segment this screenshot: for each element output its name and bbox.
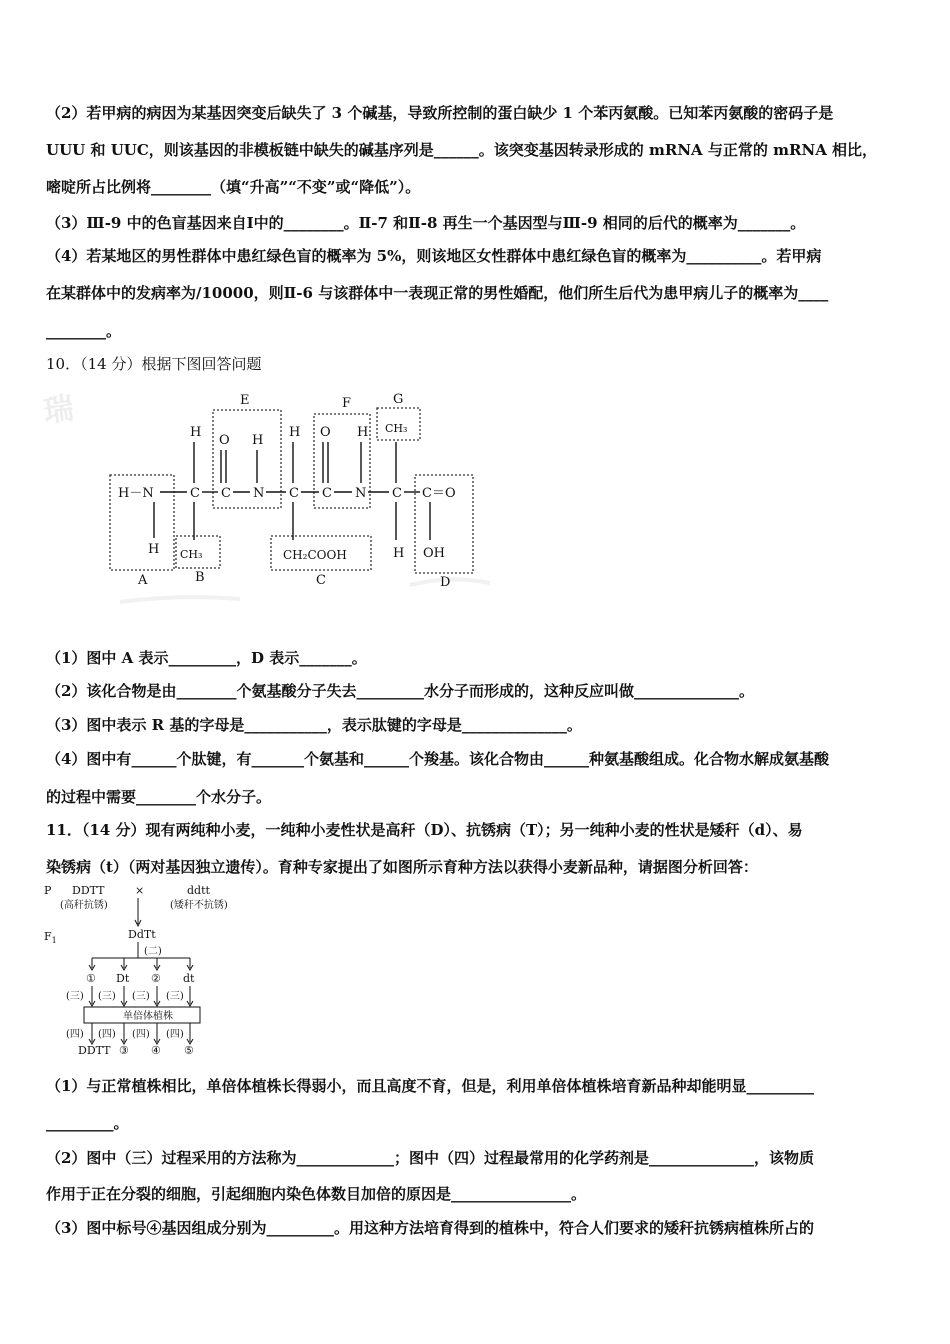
label-F1 <box>44 930 57 945</box>
result-5: ⑤ <box>184 1044 194 1057</box>
gamete-dt: dt <box>183 972 195 985</box>
cross-symbol: × <box>135 884 145 897</box>
f1-genotype: DdTt <box>128 928 156 941</box>
atom-HN: H－N <box>118 486 154 501</box>
q10-sub-1: （1）图中 A 表示_________，D 表示_______。 <box>46 649 367 667</box>
q9-line-1: （2）若甲病的病因为某基因突变后缺失了 3 个碱基，导致所控制的蛋白缺少 1 个苯丙氨酸。已知苯丙氨酸的密码子是 <box>46 104 834 122</box>
atom-C2: C <box>221 486 231 501</box>
atom-C5: C <box>392 486 402 501</box>
q11-sub-2a: （2）图中（三）过程采用的方法称为_____________；图中（四）过程最常用的化学药剂是______________，该物质 <box>46 1149 814 1167</box>
q11-header-2: 染锈病（t）（两对基因独立遗传）。育种专家提出了如图所示育种方法以获得小麦新品种，请据图分析回答： <box>46 858 758 876</box>
q9-line-5: （4）若某地区的男性群体中患红绿色盲的概率为 5%，则该地区女性群体中患红绿色盲的概率为__________。若甲病 <box>46 247 822 265</box>
atom-H-bottom-5: H <box>393 546 405 561</box>
step-4-c: (四) <box>132 1029 150 1040</box>
q11-header-1: 11．（14 分）现有两纯种小麦，一纯种小麦性状是高秆（D）、抗锈病（T）；另一纯种小麦的性状是矮秆（d）、易 <box>46 821 803 839</box>
atom-C1: C <box>190 486 200 501</box>
atom-H-F: H <box>357 425 369 440</box>
gamete-2: ② <box>151 972 161 985</box>
q9-line-2: UUU 和 UUC，则该基因的非模板链中缺失的碱基序列是______。该突变基因转录形成的 mRNA 与正常的 mRNA 相比， <box>46 141 878 159</box>
gamete-1: ① <box>86 972 96 985</box>
step-3-a: (三) <box>66 991 84 1002</box>
q10-sub-4b: 的过程中需要________个水分子。 <box>46 788 272 806</box>
gamete-Dt: Dt <box>116 972 130 985</box>
q11-sub-3: （3）图中标号④基因组成分别为_________。用这种方法培育得到的植株中，符合人们要求的矮秆抗锈病植株所占的 <box>46 1219 814 1237</box>
atom-CH3-B: CH₃ <box>180 548 203 561</box>
step-3-c: (三) <box>132 991 150 1002</box>
atom-H-bottom-A: H <box>148 542 160 557</box>
parent1-phenotype: (高秆抗锈) <box>60 900 108 911</box>
result-4: ④ <box>151 1044 161 1057</box>
q9-line-3: 嘧啶所占比例将________（填“升高”“不变”或“降低”）。 <box>46 178 421 196</box>
result-3: ③ <box>119 1044 129 1057</box>
atom-C3: C <box>289 486 299 501</box>
q11-sub-2b: 作用于正在分裂的细胞，引起细胞内染色体数目加倍的原因是________________。 <box>46 1185 587 1203</box>
q10-sub-4a: （4）图中有______个肽键，有_______个氨基和______个羧基。该化合物由______种氨基酸组成。化合物水解成氨基酸 <box>46 750 829 768</box>
label-A: A <box>138 573 148 588</box>
label-F: F <box>342 396 352 411</box>
label-E: E <box>240 393 250 408</box>
parent1-genotype: DDTT <box>72 884 105 897</box>
step-4-b: (四) <box>98 1029 116 1040</box>
label-P: P <box>44 884 52 897</box>
q9-line-4: （3）Ⅲ-9 中的色盲基因来自Ⅰ中的________。Ⅱ-7 和Ⅱ-8 再生一个基因型与Ⅲ-9 相同的后代的概率为_______。 <box>46 214 806 232</box>
label-C: C <box>316 573 326 588</box>
step-3-b: (三) <box>98 991 116 1002</box>
q9-line-6: 在某群体中的发病率为/10000，则Ⅱ-6 与该群体中一表现正常的男性婚配，他们所生后代为患甲病儿子的概率为____ <box>46 284 829 302</box>
q11-sub-1b: _________。 <box>46 1114 129 1132</box>
breeding-arrows <box>84 898 200 1044</box>
atom-N2: N <box>355 486 367 501</box>
label-F1-sub: 1 <box>51 936 57 945</box>
atom-CH3-G: CH₃ <box>385 422 408 435</box>
label-D: D <box>440 575 451 590</box>
step-2-label: (二) <box>144 946 162 957</box>
parent2-phenotype: (矮秆不抗锈) <box>170 900 228 911</box>
q10-sub-3: （3）图中表示 R 基的字母是___________，表示肽键的字母是______________。 <box>46 716 582 734</box>
q10-sub-2: （2）该化合物是由________个氨基酸分子失去_________水分子而形成的，这种反应叫做______________。 <box>46 682 754 700</box>
atom-H-top-1: H <box>190 425 202 440</box>
atom-O-2: O <box>320 425 331 440</box>
peptide-structure-diagram <box>41 380 540 610</box>
atom-C4: C <box>322 486 332 501</box>
atom-OH: OH <box>423 546 445 561</box>
haploid-plant: 单倍体植株 <box>123 1011 173 1022</box>
label-B: B <box>195 570 205 585</box>
atom-CH2COOH: CH₂COOH <box>283 548 347 562</box>
label-G: G <box>393 392 404 407</box>
q9-line-7: ________。 <box>46 322 122 340</box>
q10-header-text: 10．（14 分）根据下图回答问题 <box>46 355 262 373</box>
atom-N1: N <box>253 486 265 501</box>
atom-H-E: H <box>252 433 264 448</box>
parent2-genotype: ddtt <box>187 884 210 897</box>
breeding-diagram <box>40 882 260 1062</box>
step-4-a: (四) <box>66 1029 84 1040</box>
svg-text:瑞: 瑞 <box>41 391 76 431</box>
q10-header <box>46 354 261 374</box>
label-F1-main: F <box>44 930 52 943</box>
q11-sub-1a: （1）与正常植株相比，单倍体植株长得弱小，而且高度不育，但是，利用单倍体植株培育新品种却能明显_________ <box>46 1077 814 1095</box>
atom-H-top-2: H <box>289 425 301 440</box>
atom-C-double-O: C＝O <box>422 486 456 501</box>
atom-O-1: O <box>219 433 230 448</box>
result-DDTT: DDTT <box>78 1044 111 1057</box>
step-3-d: (三) <box>166 991 184 1002</box>
step-4-d: (四) <box>166 1029 184 1040</box>
